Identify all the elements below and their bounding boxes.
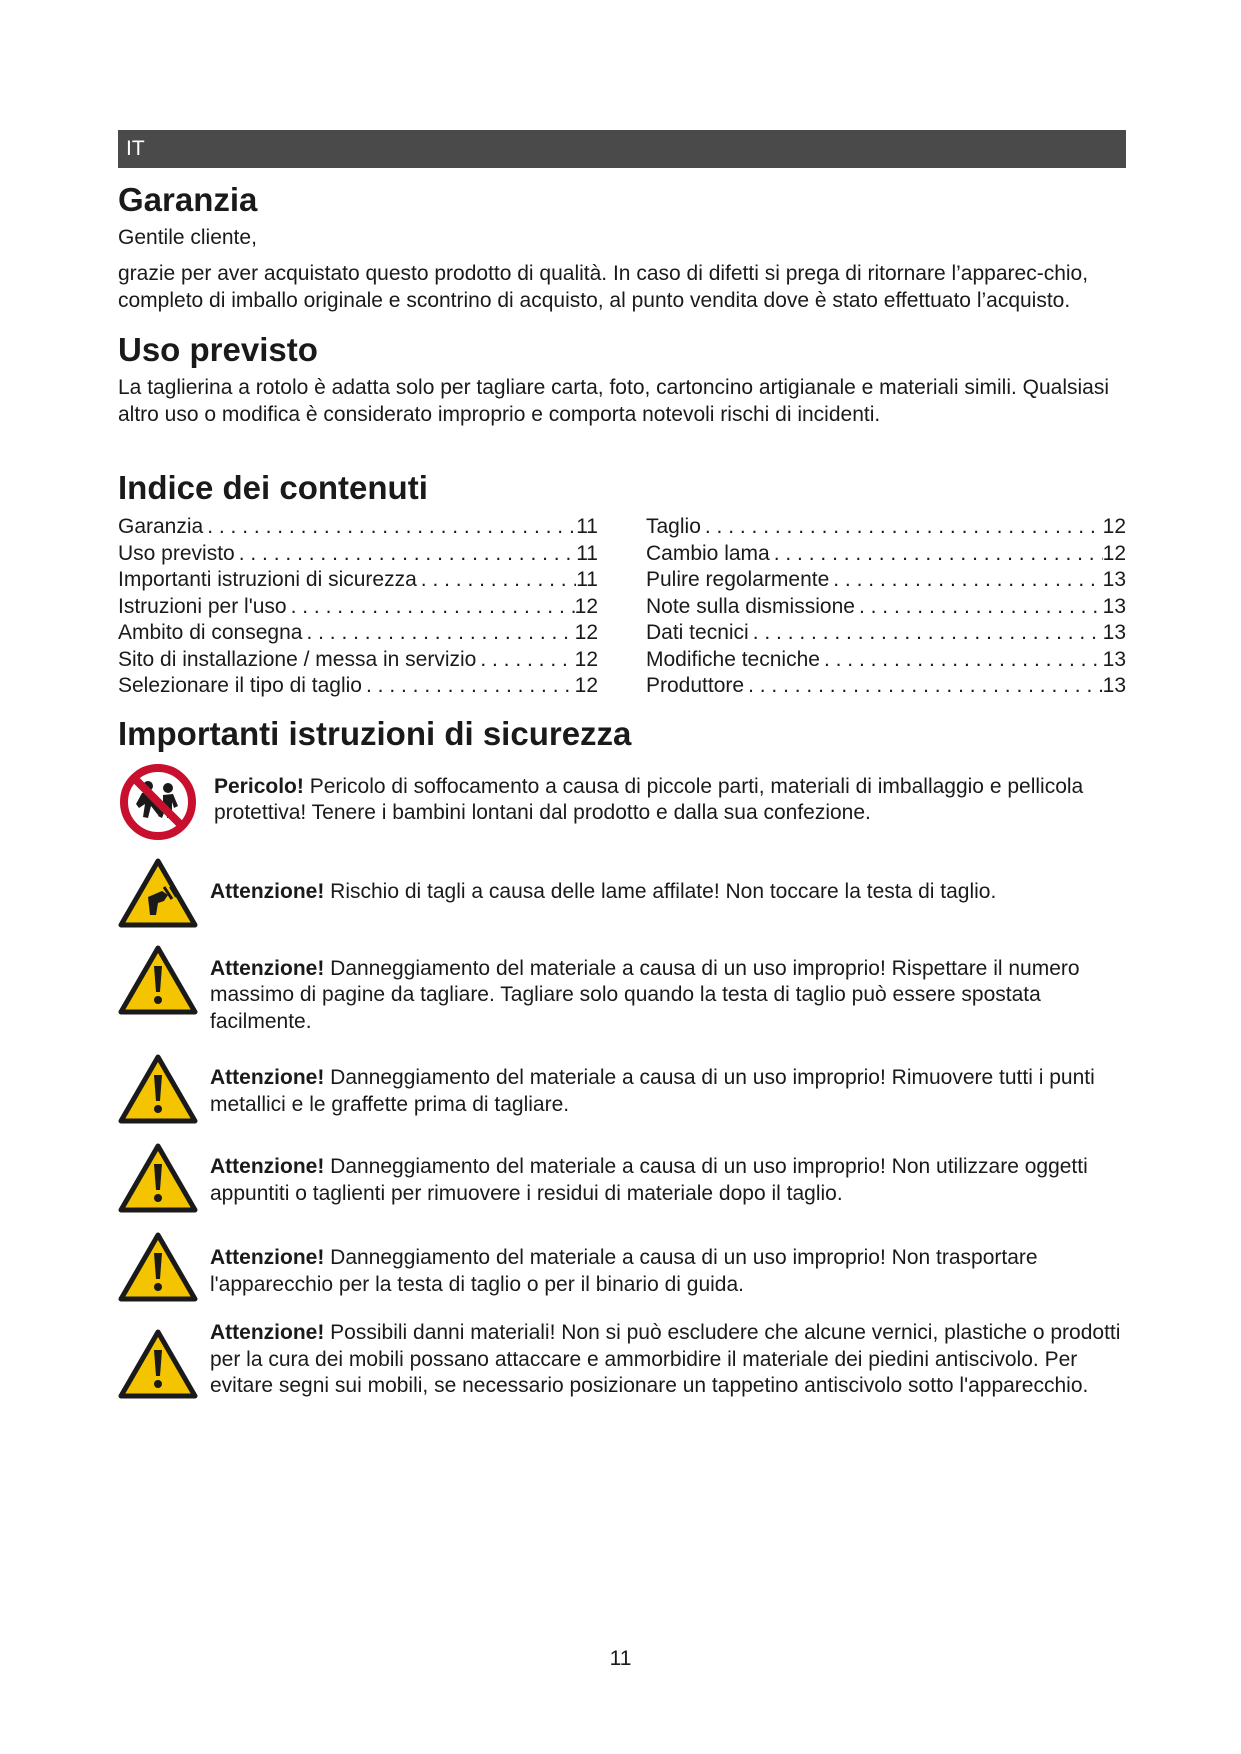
toc-entry-title: Istruzioni per l'uso xyxy=(118,594,287,618)
toc-entry xyxy=(118,567,598,594)
toc-entry-title: Importanti istruzioni di sicurezza xyxy=(118,568,417,591)
toc-entry-page: 13 xyxy=(1102,594,1126,618)
toc-entry-page: 12 xyxy=(574,647,598,671)
toc-entry xyxy=(118,673,598,700)
warning-label: Attenzione! xyxy=(210,1321,325,1344)
warning-text: Possibili danni materiali! Non si può escludere che alcune vernici, plastiche o prodotti per la cura dei mobili possano attaccare e ammorbidire il materiale dei piedini antiscivolo. Per evitare segni sui mobili, se necessario posizionare un tappetino antiscivolo sotto l'apparecchio. xyxy=(210,1321,1121,1397)
warning-text: Rischio di tagli a causa delle lame affilate! Non toccare la testa di taglio. xyxy=(324,879,997,903)
warning-label: Attenzione! xyxy=(210,1155,325,1178)
safety-warning xyxy=(118,857,1126,934)
toc-entry-page: 13 xyxy=(1102,674,1126,697)
document-page xyxy=(118,130,1126,1405)
toc-leader xyxy=(235,541,576,568)
toc-entry-page: 12 xyxy=(574,621,598,644)
language-tag: IT xyxy=(126,137,145,160)
toc-entry-title: Produttore xyxy=(646,674,745,697)
warning-label: Pericolo! xyxy=(214,774,304,798)
toc-column-left xyxy=(118,514,598,700)
uso-previsto-text: La taglierina a rotolo è adatta solo per tagliare carta, foto, cartoncino artigianale e materiali simili. Qualsiasi altro uso o modifica è considerato improprio e comporta notevoli rischi di incidenti. xyxy=(118,376,1110,426)
warning-text: Danneggiamento del materiale a causa di un uso improprio! Rispettare il numero massimo di pagine da tagliare. Tagliare solo quando la testa di taglio può essere spostata facilmente. xyxy=(210,956,1080,1033)
toc-entry-title: Selezionare il tipo di taglio xyxy=(118,674,362,697)
toc-entry-title: Taglio xyxy=(646,515,701,538)
toc-entry xyxy=(118,541,598,568)
toc-entry-page: 11 xyxy=(576,568,598,591)
toc-leader xyxy=(770,541,1103,568)
warning-text: Danneggiamento del materiale a causa di un uso improprio! Non trasportare l'apparecchio per la testa di taglio o per il binario di guida. xyxy=(210,1246,1038,1296)
warning-icon xyxy=(118,944,210,1021)
cut-hazard-icon xyxy=(118,857,210,934)
warning-icon xyxy=(118,1320,210,1405)
toc-leader xyxy=(362,673,575,700)
toc-entry-page: 12 xyxy=(574,674,598,697)
toc-leader xyxy=(203,514,576,541)
warning-text: Danneggiamento del materiale a causa di un uso improprio! Rimuovere tutti i punti metallici e le graffette prima di tagliare. xyxy=(210,1066,1095,1116)
toc-entry-title: Dati tecnici xyxy=(646,621,749,644)
safety-warning xyxy=(118,762,1126,847)
toc-entry-title: Garanzia xyxy=(118,515,204,538)
toc-leader xyxy=(302,620,574,647)
toc-entry-title: Ambito di consegna xyxy=(118,621,303,644)
warning-text: Danneggiamento del materiale a causa di un uso improprio! Non utilizzare oggetti appuntiti o taglienti per rimuovere i residui di materiale dopo il taglio. xyxy=(210,1155,1088,1205)
toc-entry-page: 11 xyxy=(576,541,598,565)
toc-leader xyxy=(855,594,1103,621)
toc-leader xyxy=(820,647,1103,674)
toc-entry xyxy=(118,647,598,674)
toc-entry xyxy=(118,620,598,647)
toc-entry-title: Modifiche tecniche xyxy=(646,647,820,671)
safety-warning xyxy=(118,1053,1126,1130)
toc-entry xyxy=(646,673,1126,700)
toc-entry-title: Cambio lama xyxy=(646,541,770,565)
safety-warning xyxy=(118,944,1126,1036)
warning-icon xyxy=(118,1053,210,1130)
garanzia-greeting: Gentile cliente, xyxy=(118,226,257,249)
toc-leader xyxy=(701,514,1103,541)
toc-leader xyxy=(749,620,1103,647)
language-bar xyxy=(118,130,1126,168)
toc-entry xyxy=(118,594,598,621)
no-children-icon xyxy=(118,762,214,847)
safety-warning xyxy=(118,1231,1126,1308)
toc-entry-page: 12 xyxy=(574,594,598,618)
toc-leader xyxy=(829,567,1102,594)
toc-leader xyxy=(417,567,576,594)
toc-leader xyxy=(476,647,574,674)
heading-garanzia: Garanzia xyxy=(118,181,258,218)
toc-entry-title: Sito di installazione / messa in servizio xyxy=(118,647,477,671)
toc-entry-page: 13 xyxy=(1102,647,1126,671)
garanzia-text: grazie per aver acquistato questo prodotto di qualità. In caso di difetti si prega di ritornare l’apparec-chio, completo di imballo originale e scontrino di acquisto, al punto vendita dove è stato effettuato l’acquisto. xyxy=(118,262,1089,312)
heading-uso-previsto: Uso previsto xyxy=(118,331,318,368)
toc-entry xyxy=(646,647,1126,674)
toc-entry-page: 12 xyxy=(1102,515,1126,538)
warning-icon xyxy=(118,1142,210,1219)
toc-entry xyxy=(646,620,1126,647)
toc-entry xyxy=(646,514,1126,541)
toc-entry xyxy=(646,541,1126,568)
page-number: 11 xyxy=(609,1647,632,1670)
toc-entry xyxy=(646,567,1126,594)
table-of-contents xyxy=(118,514,1126,700)
toc-entry-page: 11 xyxy=(576,515,598,538)
warning-icon xyxy=(118,1231,210,1308)
toc-leader xyxy=(287,594,575,621)
warning-label: Attenzione! xyxy=(210,1246,325,1269)
toc-entry xyxy=(646,594,1126,621)
warning-label: Attenzione! xyxy=(210,956,325,980)
safety-warning xyxy=(118,1320,1126,1405)
toc-entry-title: Note sulla dismissione xyxy=(646,594,855,618)
toc-entry xyxy=(118,514,598,541)
toc-entry-title: Uso previsto xyxy=(118,541,235,565)
toc-entry-page: 13 xyxy=(1102,568,1126,591)
toc-entry-title: Pulire regolarmente xyxy=(646,568,830,591)
warning-label: Attenzione! xyxy=(210,1066,325,1089)
warning-text: Pericolo di soffocamento a causa di piccole parti, materiali di imballaggio e pellicola protettiva! Tenere i bambini lontani dal prodotto e dalla sua confezione. xyxy=(214,774,1084,824)
safety-warning xyxy=(118,1142,1126,1219)
warning-label: Attenzione! xyxy=(210,879,325,903)
heading-sicurezza: Importanti istruzioni di sicurezza xyxy=(118,714,632,752)
toc-entry-page: 13 xyxy=(1102,621,1126,644)
toc-entry-page: 12 xyxy=(1102,541,1126,565)
heading-indice: Indice dei contenuti xyxy=(118,469,428,506)
toc-column-right xyxy=(646,514,1126,700)
toc-leader xyxy=(744,673,1103,700)
